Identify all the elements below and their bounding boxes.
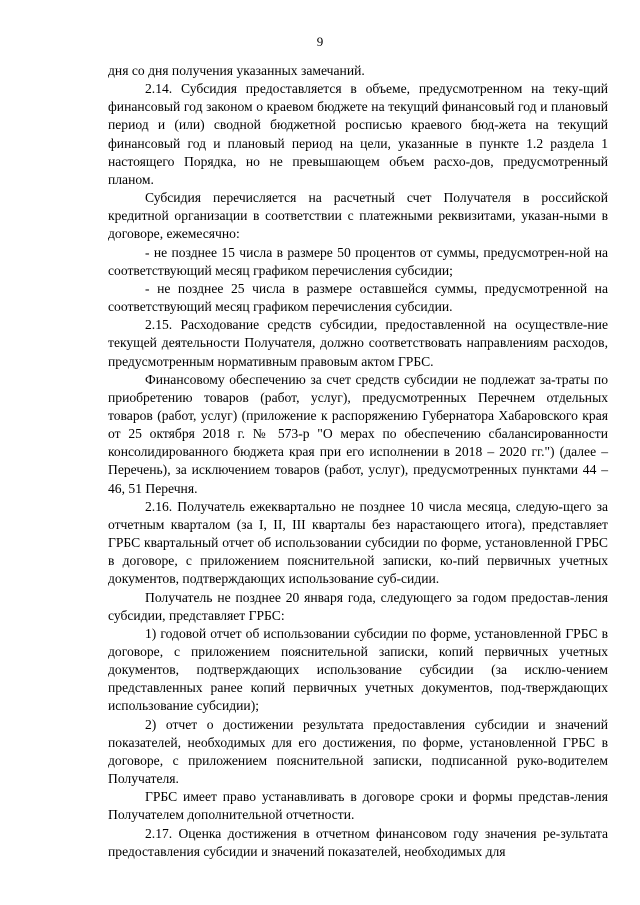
paragraph: Финансовому обеспечению за счет средств субсидии не подлежат за-траты по приобретению товаров (работ, услуг), предусмотренных Перечнем отдельных товаров (работ, услуг) (приложение к распоряжению Губернатора Хабаровского края от 25 октября 2018 г. № 573-р "О мерах по обеспечению сбалансированности консолидированного бюджета края при его исполнении в 2018 – 2020 гг.") (далее – Перечень), за исключением товаров (работ, услуг), предусмотренных пунктами 44 – 46, 51 Перечня. (108, 371, 608, 496)
list-item: 2) отчет о достижении результата предоставления субсидии и значений показателей, необходимых для его достижения, по форме, установленной ГРБС в договоре, с приложением пояснительной записки, подписанной руко-водителем Получателя. (108, 716, 608, 787)
paragraph-2-15: 2.15. Расходование средств субсидии, предоставленной на осуществле-ние текущей деятельности Получателя, должно соответствовать направлениям расходов, предусмотренным нормативным правовым актом ГРБС. (108, 317, 608, 369)
paragraph: Субсидия перечисляется на расчетный счет Получателя в российской кредитной организации в соответствии с платежными реквизитами, указан-ными в договоре, ежемесячно: (108, 190, 608, 242)
paragraph-2-14: 2.14. Субсидия предоставляется в объеме, предусмотренном на теку-щий финансовый год законом о краевом бюджете на текущий финансовый год и плановый период и (или) сводной бюджетной росписью краевого бюд-жета на текущий финансовый год и плановый период на цели, указанные в пункте 1.2 раздела 1 настоящего Порядка, но не превышающем объем расхо-дов, предусмотренный планом. (108, 81, 608, 187)
page-number: 9 (316, 34, 324, 49)
document-body (108, 62, 608, 861)
paragraph-2-17: 2.17. Оценка достижения в отчетном финансовом году значения ре-зультата предоставления субсидии и значений показателей, необходимых для (108, 825, 608, 859)
paragraph: ГРБС имеет право устанавливать в договоре сроки и формы представ-ления Получателем дополнительной отчетности. (108, 789, 608, 823)
list-item: 1) годовой отчет об использовании субсидии по форме, установленной ГРБС в договоре, с приложением пояснительной записки, копий первичных учетных документов, подтверждающих использование субсидии (за исклю-чением представленных ранее копий первичных учетных документов, под-тверждающих использование субсидии); (108, 625, 608, 714)
paragraph: дня со дня получения указанных замечаний. (108, 63, 365, 78)
list-item: - не позднее 25 числа в размере оставшейся суммы, предусмотренной на соответствующий месяц графиком перечисления субсидии. (108, 280, 608, 315)
paragraph: Получатель не позднее 20 января года, следующего за годом предостав-ления субсидии, представляет ГРБС: (108, 589, 608, 623)
paragraph-2-16: 2.16. Получатель ежеквартально не позднее 10 числа месяца, следую-щего за отчетным кварталом (за I, II, III кварталы без нарастающего итога), представляет ГРБС квартальный отчет об использовании субсидии по форме, установленной ГРБС в договоре, с приложением пояснительной записки, ко-пий первичных учетных документов, подтверждающих использование суб-сидии. (108, 498, 608, 587)
list-item: - не позднее 15 числа в размере 50 процентов от суммы, предусмотрен-ной на соответствующий месяц графиком перечисления субсидии; (108, 244, 608, 278)
